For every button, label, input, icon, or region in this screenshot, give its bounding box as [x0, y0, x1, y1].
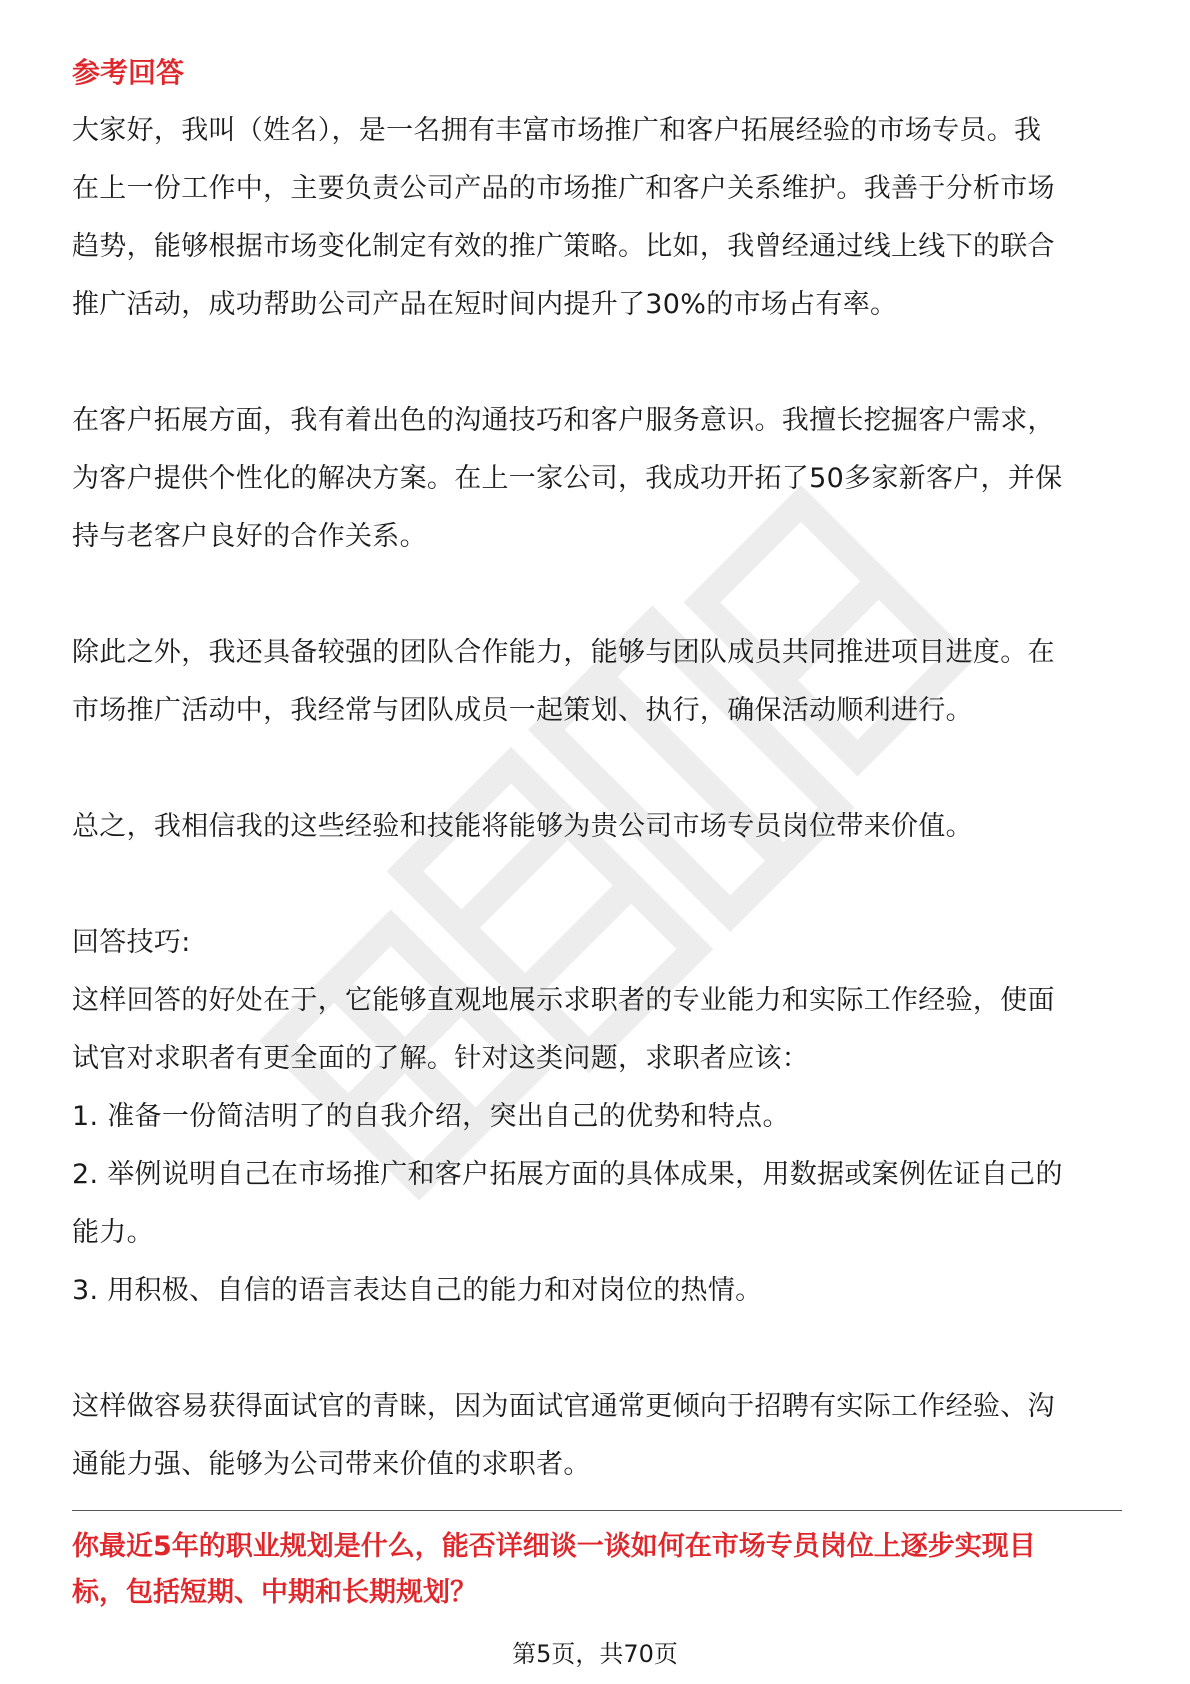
text-line: 为客户提供个性化的解决方案。在上一家公司，我成功开拓了50多家新客户，并保 — [72, 463, 1063, 494]
question-line: 你最近5年的职业规划是什么，能否详细谈一谈如何在市场专员岗位上逐步实现目 — [72, 1531, 1036, 1562]
list-item: 3. 用积极、自信的语言表达自己的能力和对岗位的热情。 — [72, 1275, 763, 1306]
paragraph-3 — [72, 624, 1122, 740]
text-line: 大家好，我叫（姓名），是一名拥有丰富市场推广和客户拓展经验的市场专员。我 — [72, 115, 1042, 146]
list-item: 2. 举例说明自己在市场推广和客户拓展方面的具体成果，用数据或案例佐证自己的 — [72, 1159, 1063, 1190]
text-line: 市场推广活动中，我经常与团队成员一起策划、执行，确保活动顺利进行。 — [72, 695, 973, 726]
page-number: 第5页，共70页 — [512, 1640, 678, 1668]
tips-heading: 回答技巧: — [72, 927, 191, 958]
text-line: 推广活动，成功帮助公司产品在短时间内提升了30%的市场占有率。 — [72, 289, 898, 320]
text-line: 持与老客户良好的合作关系。 — [72, 521, 427, 552]
paragraph-5 — [72, 1378, 1122, 1494]
section-divider — [72, 1510, 1122, 1511]
answer-content — [72, 44, 1122, 1494]
text-line: 趋势，能够根据市场变化制定有效的推广策略。比如，我曾经通过线上线下的联合 — [72, 231, 1055, 262]
paragraph-2 — [72, 392, 1122, 566]
text-line: 在上一份工作中，主要负责公司产品的市场推广和客户关系维护。我善于分析市场 — [72, 173, 1055, 204]
text-line: 这样回答的好处在于，它能够直观地展示求职者的专业能力和实际工作经验，使面 — [72, 985, 1055, 1016]
list-item: 1. 准备一份简洁明了的自我介绍，突出自己的优势和特点。 — [72, 1101, 790, 1132]
paragraph-1 — [72, 102, 1122, 334]
list-item-continuation: 能力。 — [72, 1217, 154, 1248]
question-line: 标，包括短期、中期和长期规划？ — [72, 1577, 477, 1608]
paragraph-4 — [72, 798, 1122, 856]
text-line: 通能力强、能够为公司带来价值的求职者。 — [72, 1449, 591, 1480]
tips-section — [72, 914, 1122, 1320]
section-heading: 参考回答 — [72, 56, 185, 89]
text-line: 在客户拓展方面，我有着出色的沟通技巧和客户服务意识。我擅长挖掘客户需求， — [72, 405, 1055, 436]
text-line: 除此之外，我还具备较强的团队合作能力，能够与团队成员共同推进项目进度。在 — [72, 637, 1055, 668]
next-question — [72, 1524, 1132, 1616]
text-line: 试官对求职者有更全面的了解。针对这类问题，求职者应该： — [72, 1043, 810, 1074]
text-line: 这样做容易获得面试官的青睐，因为面试官通常更倾向于招聘有实际工作经验、沟 — [72, 1391, 1055, 1422]
text-line: 总之，我相信我的这些经验和技能将能够为贵公司市场专员岗位带来价值。 — [72, 811, 973, 842]
